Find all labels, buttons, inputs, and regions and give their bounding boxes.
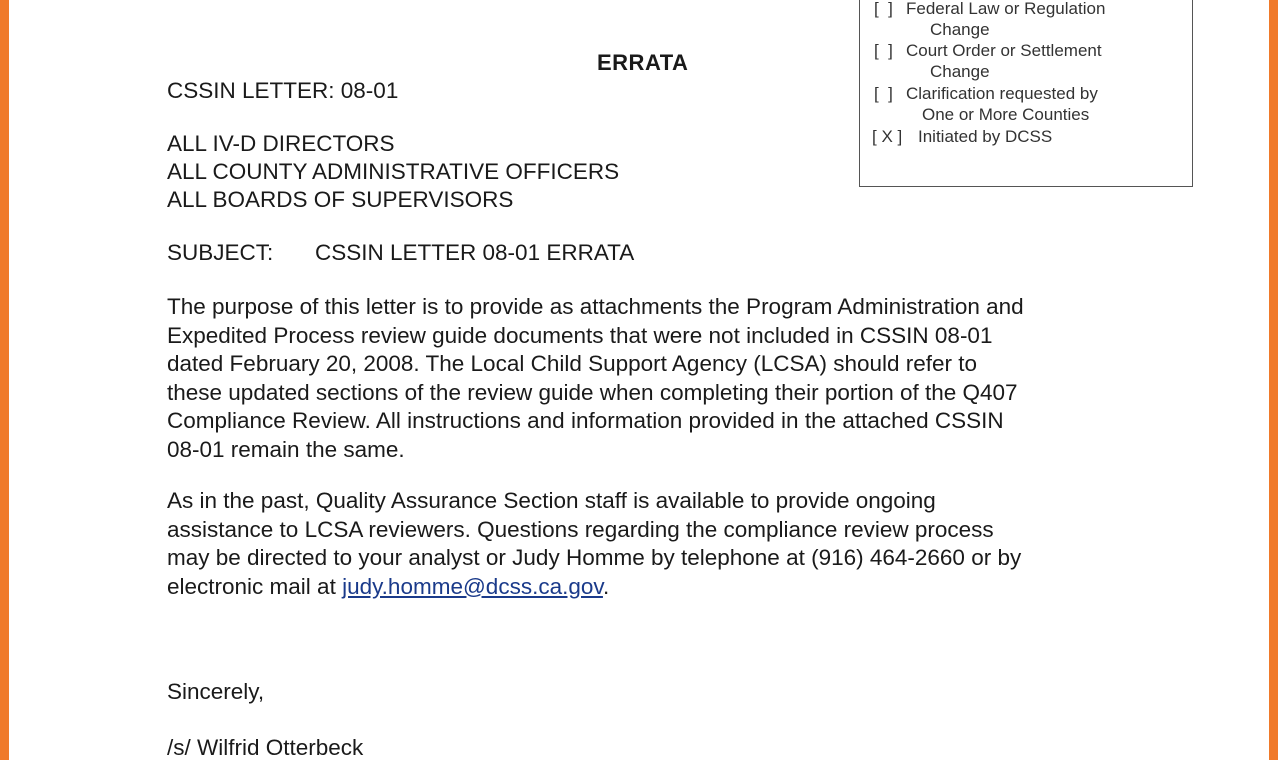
- paragraph-line: 08-01 remain the same.: [167, 436, 405, 462]
- email-prefix: electronic mail at: [167, 573, 343, 599]
- checkbox-label-cont: Change: [930, 20, 990, 39]
- checkbox-label: Initiated by DCSS: [918, 127, 1053, 146]
- paragraph-line: may be directed to your analyst or Judy Homme by telephone at (916) 464-2660 or by: [167, 545, 1022, 570]
- checkbox-mark: [ ]: [874, 41, 893, 60]
- body-paragraph-1: [167, 293, 1024, 464]
- paragraph-line: Compliance Review. All instructions and information provided in the attached CSSIN: [167, 408, 1004, 433]
- checkbox-label-cont: One or More Counties: [922, 105, 1090, 124]
- paragraph-line: Expedited Process review guide documents that were not included in CSSIN 08-01: [167, 322, 993, 348]
- subject-text: CSSIN LETTER 08-01 ERRATA: [315, 240, 635, 265]
- paragraph-line: these updated sections of the review guide when completing their portion of the Q407: [167, 379, 1018, 405]
- signature: /s/ Wilfrid Otterbeck: [167, 735, 364, 760]
- email-suffix: .: [602, 573, 610, 599]
- closing: Sincerely,: [167, 679, 265, 704]
- paragraph-line: [167, 573, 1021, 602]
- checkbox-mark: [ ]: [874, 0, 893, 18]
- document-title: ERRATA: [597, 50, 689, 75]
- letter-number: CSSIN LETTER: 08-01: [167, 78, 399, 103]
- subject-label: SUBJECT:: [167, 240, 274, 265]
- right-page-border: [1269, 0, 1278, 760]
- checkbox-label: Court Order or Settlement: [906, 41, 1102, 60]
- document-page: [9, 0, 1269, 760]
- body-paragraph-2: [167, 487, 1021, 601]
- subject-line: [167, 240, 634, 266]
- recipient-line-1: ALL IV-D DIRECTORS: [167, 131, 395, 156]
- recipient-line-3: ALL BOARDS OF SUPERVISORS: [167, 187, 514, 212]
- paragraph-line: dated February 20, 2008. The Local Child Support Agency (LCSA) should refer to: [167, 351, 978, 376]
- email-link[interactable]: judy.homme@dcss.ca.gov: [342, 573, 603, 599]
- paragraph-line: The purpose of this letter is to provide as attachments the Program Administration and: [167, 294, 1024, 319]
- recipient-line-2: ALL COUNTY ADMINISTRATIVE OFFICERS: [167, 159, 620, 184]
- checkbox-label: Clarification requested by: [906, 84, 1098, 103]
- left-page-border: [0, 0, 9, 760]
- reason-checkbox-panel: [859, 0, 1193, 187]
- checkbox-label-cont: Change: [930, 62, 990, 81]
- paragraph-line: assistance to LCSA reviewers. Questions regarding the compliance review process: [167, 516, 994, 542]
- checkbox-mark-checked: [ X ]: [872, 127, 903, 146]
- checkbox-label: Federal Law or Regulation: [906, 0, 1106, 18]
- paragraph-line: As in the past, Quality Assurance Section staff is available to provide ongoing: [167, 488, 936, 513]
- checkbox-mark: [ ]: [874, 84, 893, 103]
